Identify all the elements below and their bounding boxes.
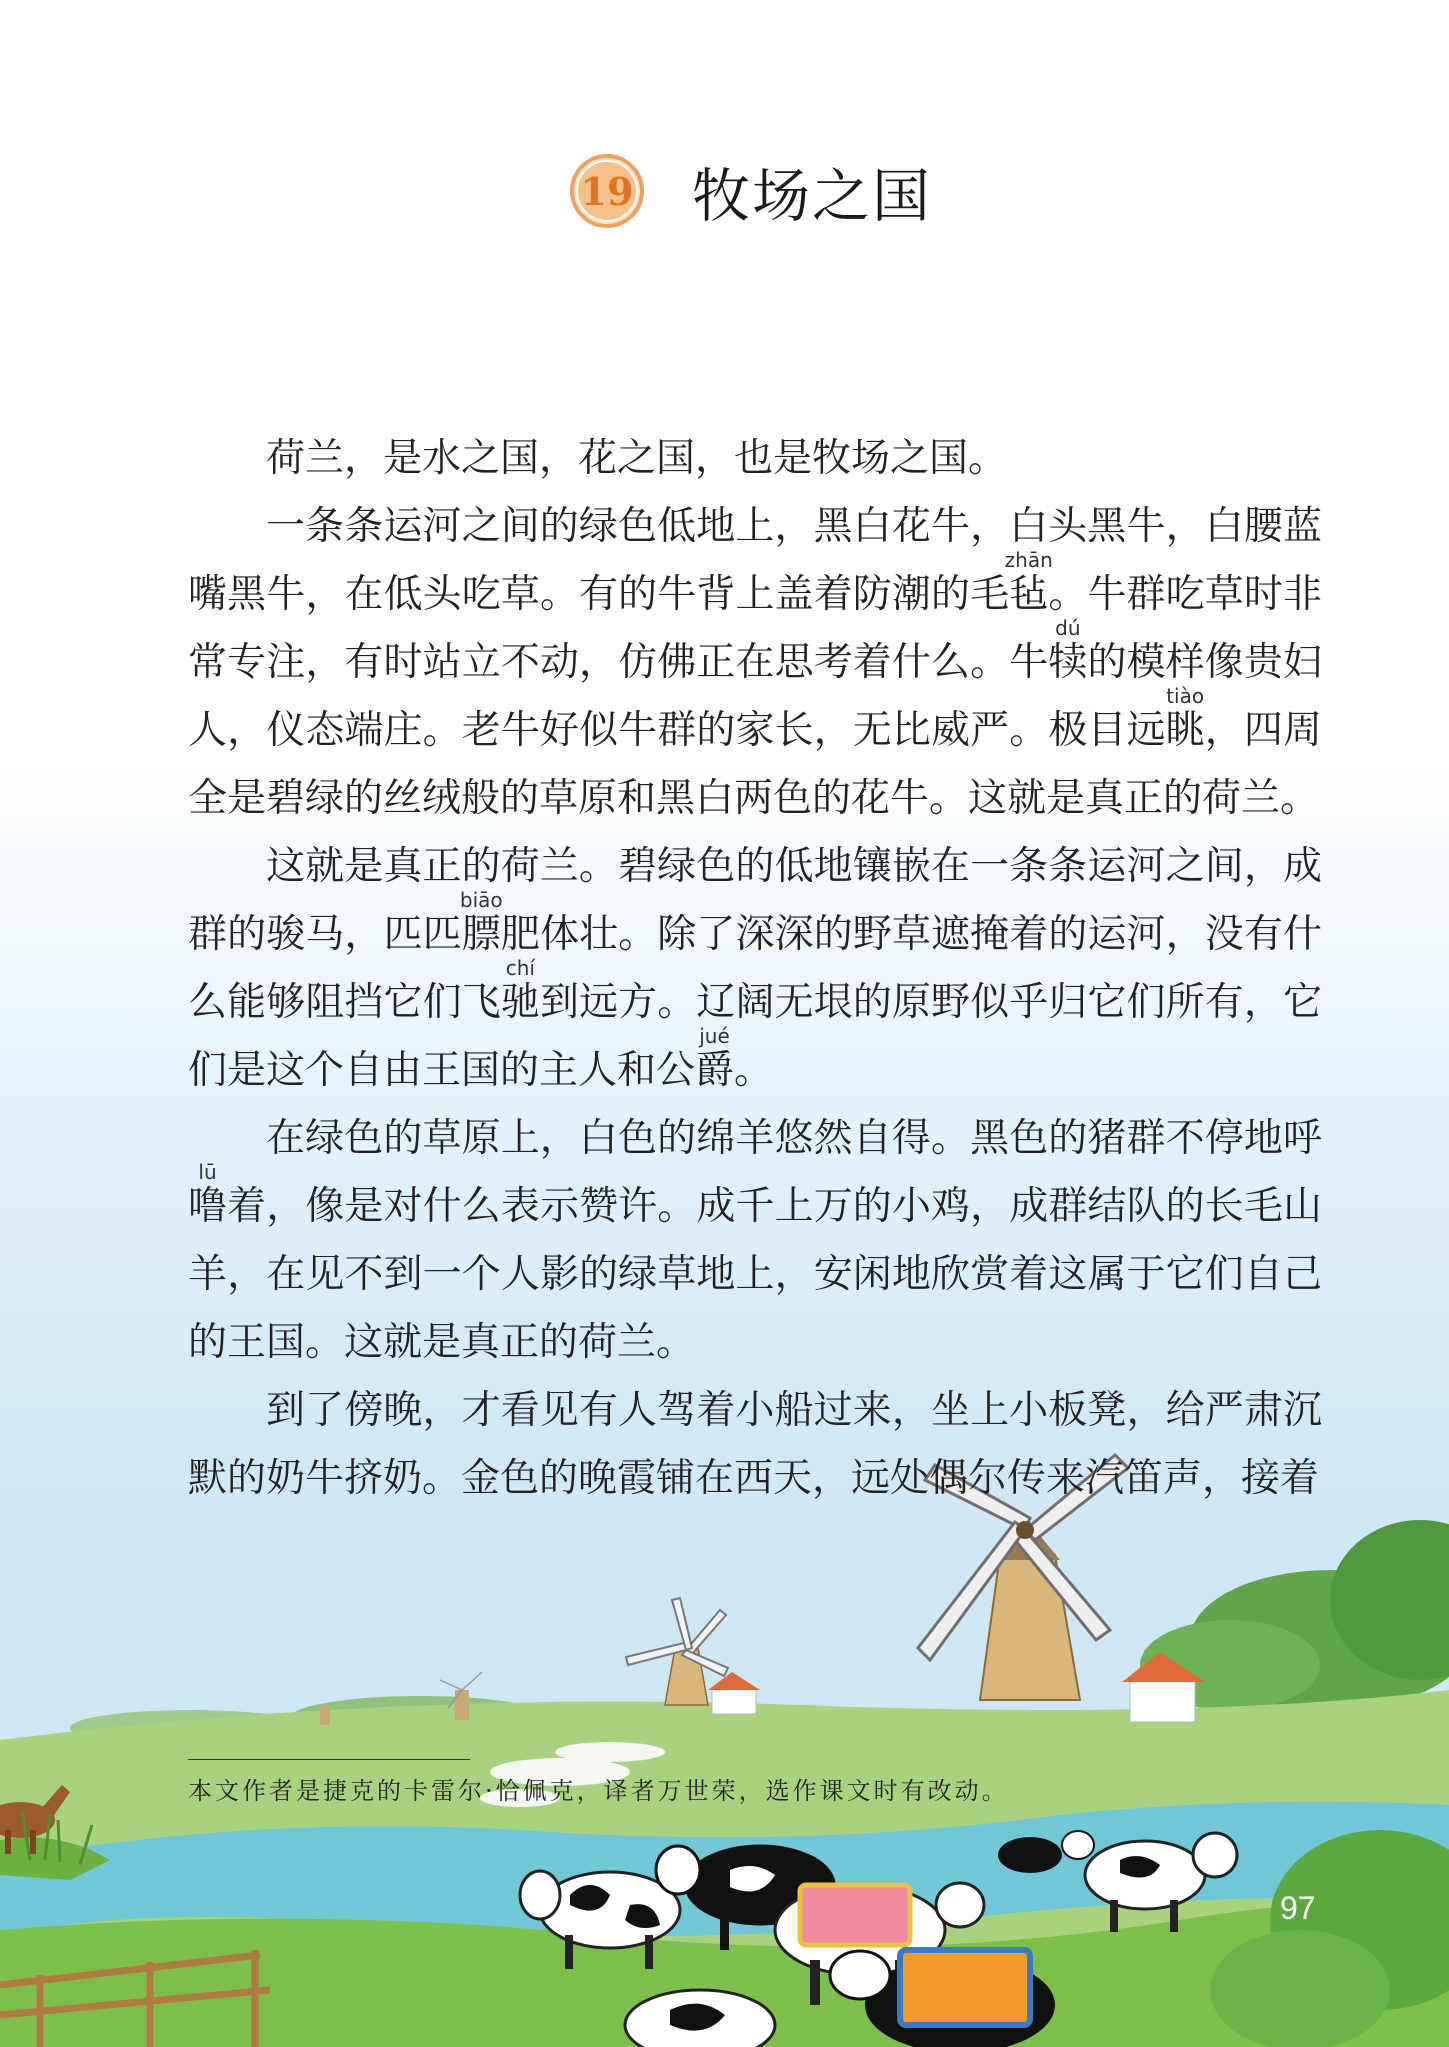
blanket-orange xyxy=(900,1950,1030,2025)
annotated-character: 毡zhān xyxy=(1004,548,1053,617)
pinyin-annotation: zhān xyxy=(1004,548,1053,572)
text-run: 。牛群吃草时非常专注，有时站立不动，仿佛正在思考着什么。牛 xyxy=(188,572,1322,685)
cow-icon xyxy=(625,1990,775,2047)
text-run: 到远方。辽阔无垠的原野似乎归它们所有，它们是这个自由王国的主人和公 xyxy=(188,980,1322,1093)
lesson-body xyxy=(188,425,1322,1513)
blanket-pink xyxy=(800,1885,910,1945)
annotated-character: 眺tiào xyxy=(1165,684,1205,753)
pinyin-annotation: tiào xyxy=(1165,684,1205,708)
footnote: 本文作者是捷克的卡雷尔·恰佩克，译者万世荣，选作课文时有改动。 xyxy=(188,1777,1009,1805)
pinyin-annotation: jué xyxy=(695,1024,735,1048)
pinyin-annotation: chí xyxy=(500,956,540,980)
annotated-character: 爵jué xyxy=(695,1024,735,1093)
text-run: 到了傍晚，才看见有人驾着小船过来，坐上小板凳，给严肃沉默的奶牛挤奶。金色的晚霞铺在西天，远处偶尔传来汽笛声，接着 xyxy=(188,1388,1322,1501)
pinyin-annotation: dú xyxy=(1048,616,1088,640)
text-run: 一条条运河之间的绿色低地上，黑白花牛，白头黑牛，白腰蓝嘴黑牛，在低头吃草。有的牛背上盖着防潮的毛 xyxy=(188,504,1322,617)
page-number: 97 xyxy=(1280,1890,1316,1926)
pinyin-annotation: lū xyxy=(188,1160,228,1184)
text-run: 。 xyxy=(734,1048,774,1093)
lesson-number: 19 xyxy=(576,160,638,222)
annotated-character: 犊dú xyxy=(1048,616,1088,685)
text-run: 荷兰，是水之国，花之国，也是牧场之国。 xyxy=(266,436,1008,481)
annotated-character: 噜lū xyxy=(188,1160,228,1229)
annotated-character: 膘biāo xyxy=(459,888,503,957)
annotated-character: 驰chí xyxy=(500,956,540,1025)
lesson-title xyxy=(570,150,932,232)
lesson-name: 牧场之国 xyxy=(692,162,933,230)
text-run: 着，像是对什么表示赞许。成千上万的小鸡，成群结队的长毛山羊，在见不到一个人影的绿草地上，安闲地欣赏着这属于它们自己的王国。这就是真正的荷兰。 xyxy=(188,1184,1322,1365)
lesson-number-badge xyxy=(570,154,644,228)
pinyin-annotation: biāo xyxy=(459,888,503,912)
text-run: ，四周全是碧绿的丝绒般的草原和黑白两色的花牛。这就是真正的荷兰。 xyxy=(188,708,1322,821)
paragraph xyxy=(188,493,1322,833)
paragraph xyxy=(188,425,1322,493)
paragraph xyxy=(188,833,1322,1105)
footnote-rule xyxy=(188,1759,470,1760)
text-run: 肥体壮。除了深深的野草遮掩着的运河，没有什么能够阻挡它们飞 xyxy=(188,912,1322,1025)
text-run: 的模样像贵妇人，仪态端庄。老牛好似牛群的家长，无比威严。极目远 xyxy=(188,640,1322,753)
text-run: 在绿色的草原上，白色的绵羊悠然自得。黑色的猪群不停地呼 xyxy=(266,1116,1322,1161)
paragraph xyxy=(188,1377,1322,1513)
text-run: 这就是真正的荷兰。碧绿色的低地镶嵌在一条条运河之间，成群的骏马，匹匹 xyxy=(188,844,1322,957)
paragraph xyxy=(188,1105,1322,1377)
